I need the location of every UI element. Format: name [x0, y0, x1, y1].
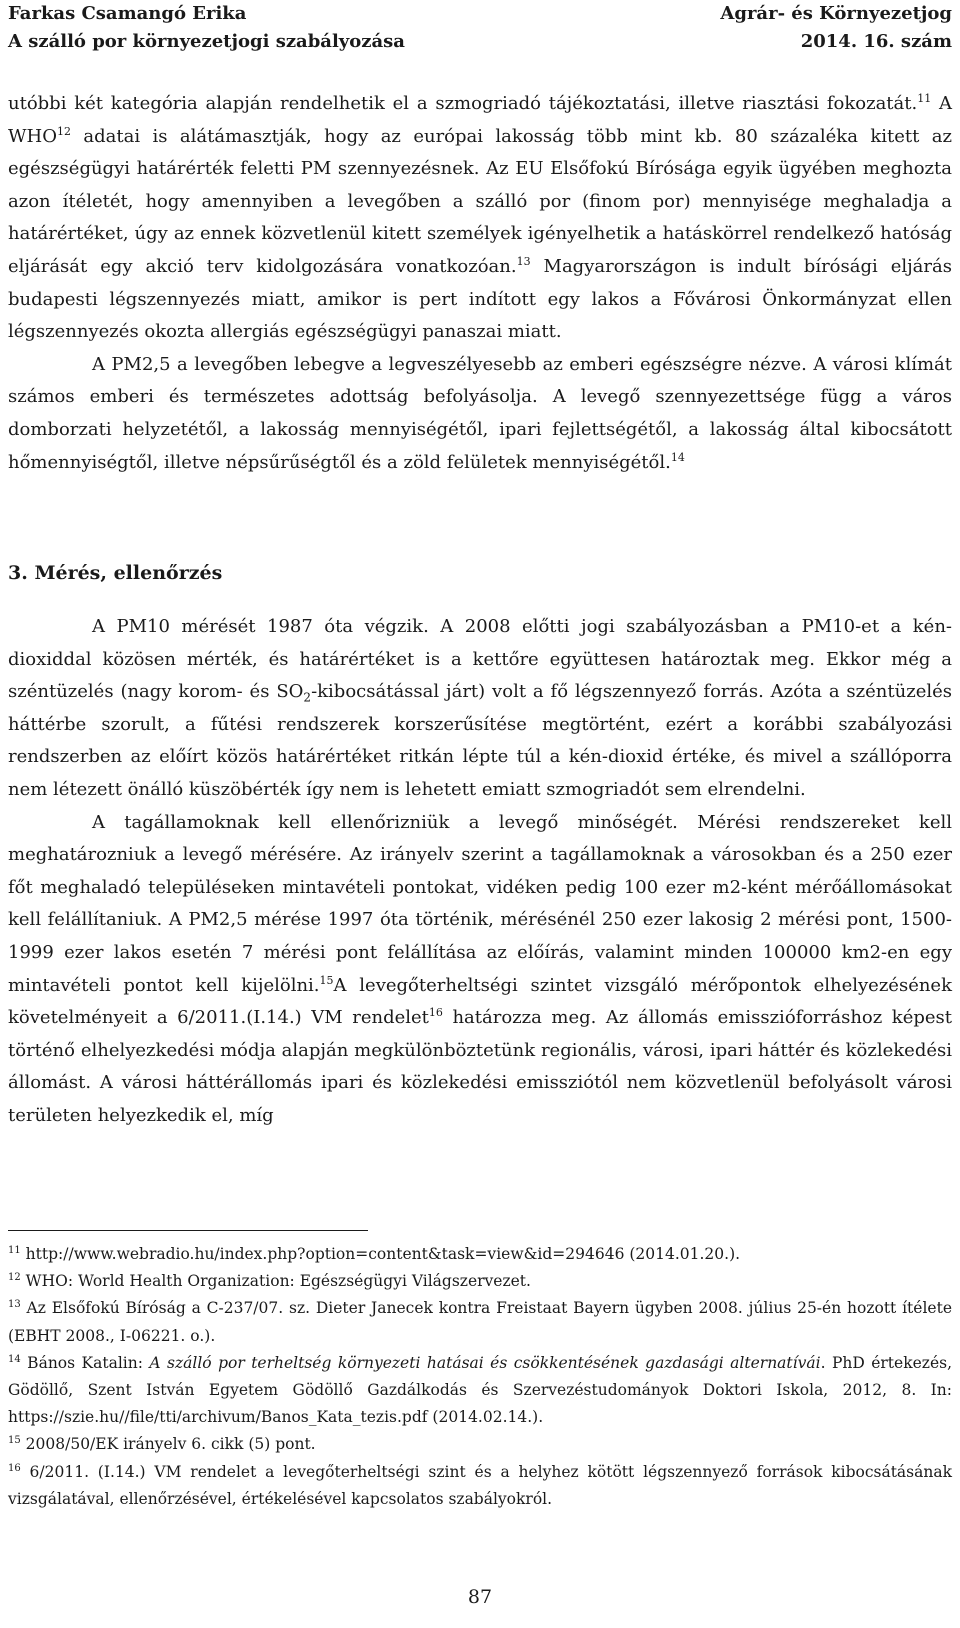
footnote-ref-12: 12 [56, 124, 71, 138]
paragraph-2: A PM2,5 a levegőben lebegve a legveszélyesebb az emberi egészségre nézve. A városi klímát számos emberi és természetes adottság befolyásolja. A levegő szennyezettsége függ a város domborzati helyzetétől, a lakosság mennyiségétől, ipari fejlettségétől, a lakosság által kibocsátott hőmennyiségtől, illetve népsűrűségtől és a zöld felületek mennyiségétől.$^{14}$ [8, 353, 952, 473]
header-article-title: A szálló por környezetjogi szabályozása [8, 31, 405, 52]
footnote-13: $^{13}$ Az Elsőfokú Bíróság a C-237/07. sz. Dieter Janecek kontra Freistaat Bayern ügyben 2008. július 25-én hozott ítélete (EBHT 2008., I-06221. o.). [8, 1299, 952, 1345]
footnotes [8, 1241, 952, 1513]
footnote-12: $^{12}$ WHO: World Health Organization: Egészségügyi Világszervezet. [8, 1272, 531, 1291]
subscript-2: 2 [303, 690, 312, 705]
paragraph-4: A tagállamoknak kell ellenőrizniük a levegő minőségét. Mérési rendszereket kell meghatározniuk a levegő mérésére. Az irányelv szerint a tagállamoknak a városokban és a 250 ezer főt meghaladó településeken mintavételi pontokat, vidéken pedig 100 ezer m2-ként mérőállomásokat kell felállítaniuk. A PM2,5 mérése 1997 óta történik, mérésénél 250 ezer lakosig 2 mérési pont, 1500-1999 ezer lakos esetén 7 mérési pont felállítása az előírás, valamint minden 100000 km2-en egy mintavételi pontot kell kijelölni.$^{15}$A levegőterheltségi szintet vizsgáló mérőpontok elhelyezésének követelményeit a 6/2011.(I.14.) VM rendelet$^{16}$ határozza meg. Az állomás emisszióforráshoz képest történő elhelyezkedési módja alapján megkülönböztetünk regionális, városi, ipari háttér és közlekedési állomást. A városi háttérállomás ipari és közlekedési emissziótól nem közvetlenül befolyásolt városi területen helyezkedik el, míg [8, 811, 952, 1126]
footnote-16: $^{16}$ 6/2011. (I.14.) VM rendelet a levegőterheltségi szint és a helyhez kötött légszennyező források kibocsátásának vizsgálatával, ellenőrzésével, értékelésével kapcsolatos szabályokról. [8, 1462, 952, 1508]
footnote-ref-11: 11 [917, 92, 932, 105]
footnote-separator [8, 1230, 368, 1231]
section-heading: 3. Mérés, ellenőrzés [8, 562, 223, 584]
paragraph-3: A PM10 mérését 1987 óta végzik. A 2008 előtti jogi szabályozásban a PM10-et a kén-dioxiddal közösen mérték, és határértéket is a kettőre együttesen határoztak meg. Ekkor még a széntüzelés (nagy korom- és $SO_2$-kibocsátással járt) volt a fő légszennyező forrás. Azóta a széntüzelés háttérbe szorult, a fűtési rendszerek korszerűsítése megtörtént, ezért a korábbi szabályozási rendszerben az előírt közös határértéket ritkán lépte túl a kén-dioxid értéke, és mivel a szállóporra nem létezett önálló küszöbérték így nem is lehetett emiatt szmogriadót sem elrendelni. [8, 616, 953, 800]
header-journal: Agrár- és Környezetjog [720, 3, 952, 24]
header-left [8, 0, 405, 56]
footnote-ref-13: 13 [516, 254, 531, 268]
footnote-11: $^{11}$ http://www.webradio.hu/index.php?option=content&task=view&id=294646 (2014.01.20.). [8, 1244, 741, 1263]
body-text-bottom [8, 611, 952, 1133]
footnote-ref-16: 16 [428, 1006, 443, 1020]
page-header [8, 0, 952, 56]
header-issue: 2014. 16. szám [800, 31, 952, 52]
page-number: 87 [467, 1586, 493, 1608]
paragraph-1: utóbbi két kategória alapján rendelhetik el a szmogriadó tájékoztatási, illetve riasztási fokozatát.$^{11}$ A WHO$^{12}$ adatai is alátámasztják, hogy az európai lakosság több mint kb. 80 százaléka kitett az egészségügyi határérték feletti PM szennyezésnek. Az EU Elsőfokú Bírósága egyik ügyében meghozta azon ítéletét, hogy amennyiben a levegőben a szálló por (finom por) mennyisége meghaladja a határértéket, úgy az ennek közvetlenül kitett személyek igényelhetik a hatáskörrel rendelkező hatóság eljárását egy akció terv kidolgozására vonatkozóan.$^{13}$ Magyarországon is indult bírósági eljárás budapesti légszennyezés miatt, amikor is pert indított egy lakos a Fővárosi Önkormányzat ellen légszennyezés okozta allergiás egészségügyi panaszai miatt. [8, 92, 952, 343]
header-author: Farkas Csamangó Erika [8, 3, 247, 24]
header-right [720, 0, 952, 56]
footnote-15: $^{15}$ 2008/50/EK irányelv 6. cikk (5) pont. [8, 1435, 316, 1454]
footnote-ref-14: 14 [670, 450, 685, 464]
footnote-ref-15: 15 [319, 973, 334, 987]
body-text-top [8, 88, 952, 479]
footnote-14: $^{14}$ Bános Katalin: A szálló por terheltség környezeti hatásai és csökkentésének gazdasági alternatívái. PhD értekezés, Gödöllő, Szent István Egyetem Gödöllő Gazdálkodás és Szervezéstudományok Doktori Iskola, 2012, 8. In: https://szie.hu//file/tti/archivum/Banos_Kata_tezis.pdf (2014.02.14.). [8, 1353, 952, 1427]
